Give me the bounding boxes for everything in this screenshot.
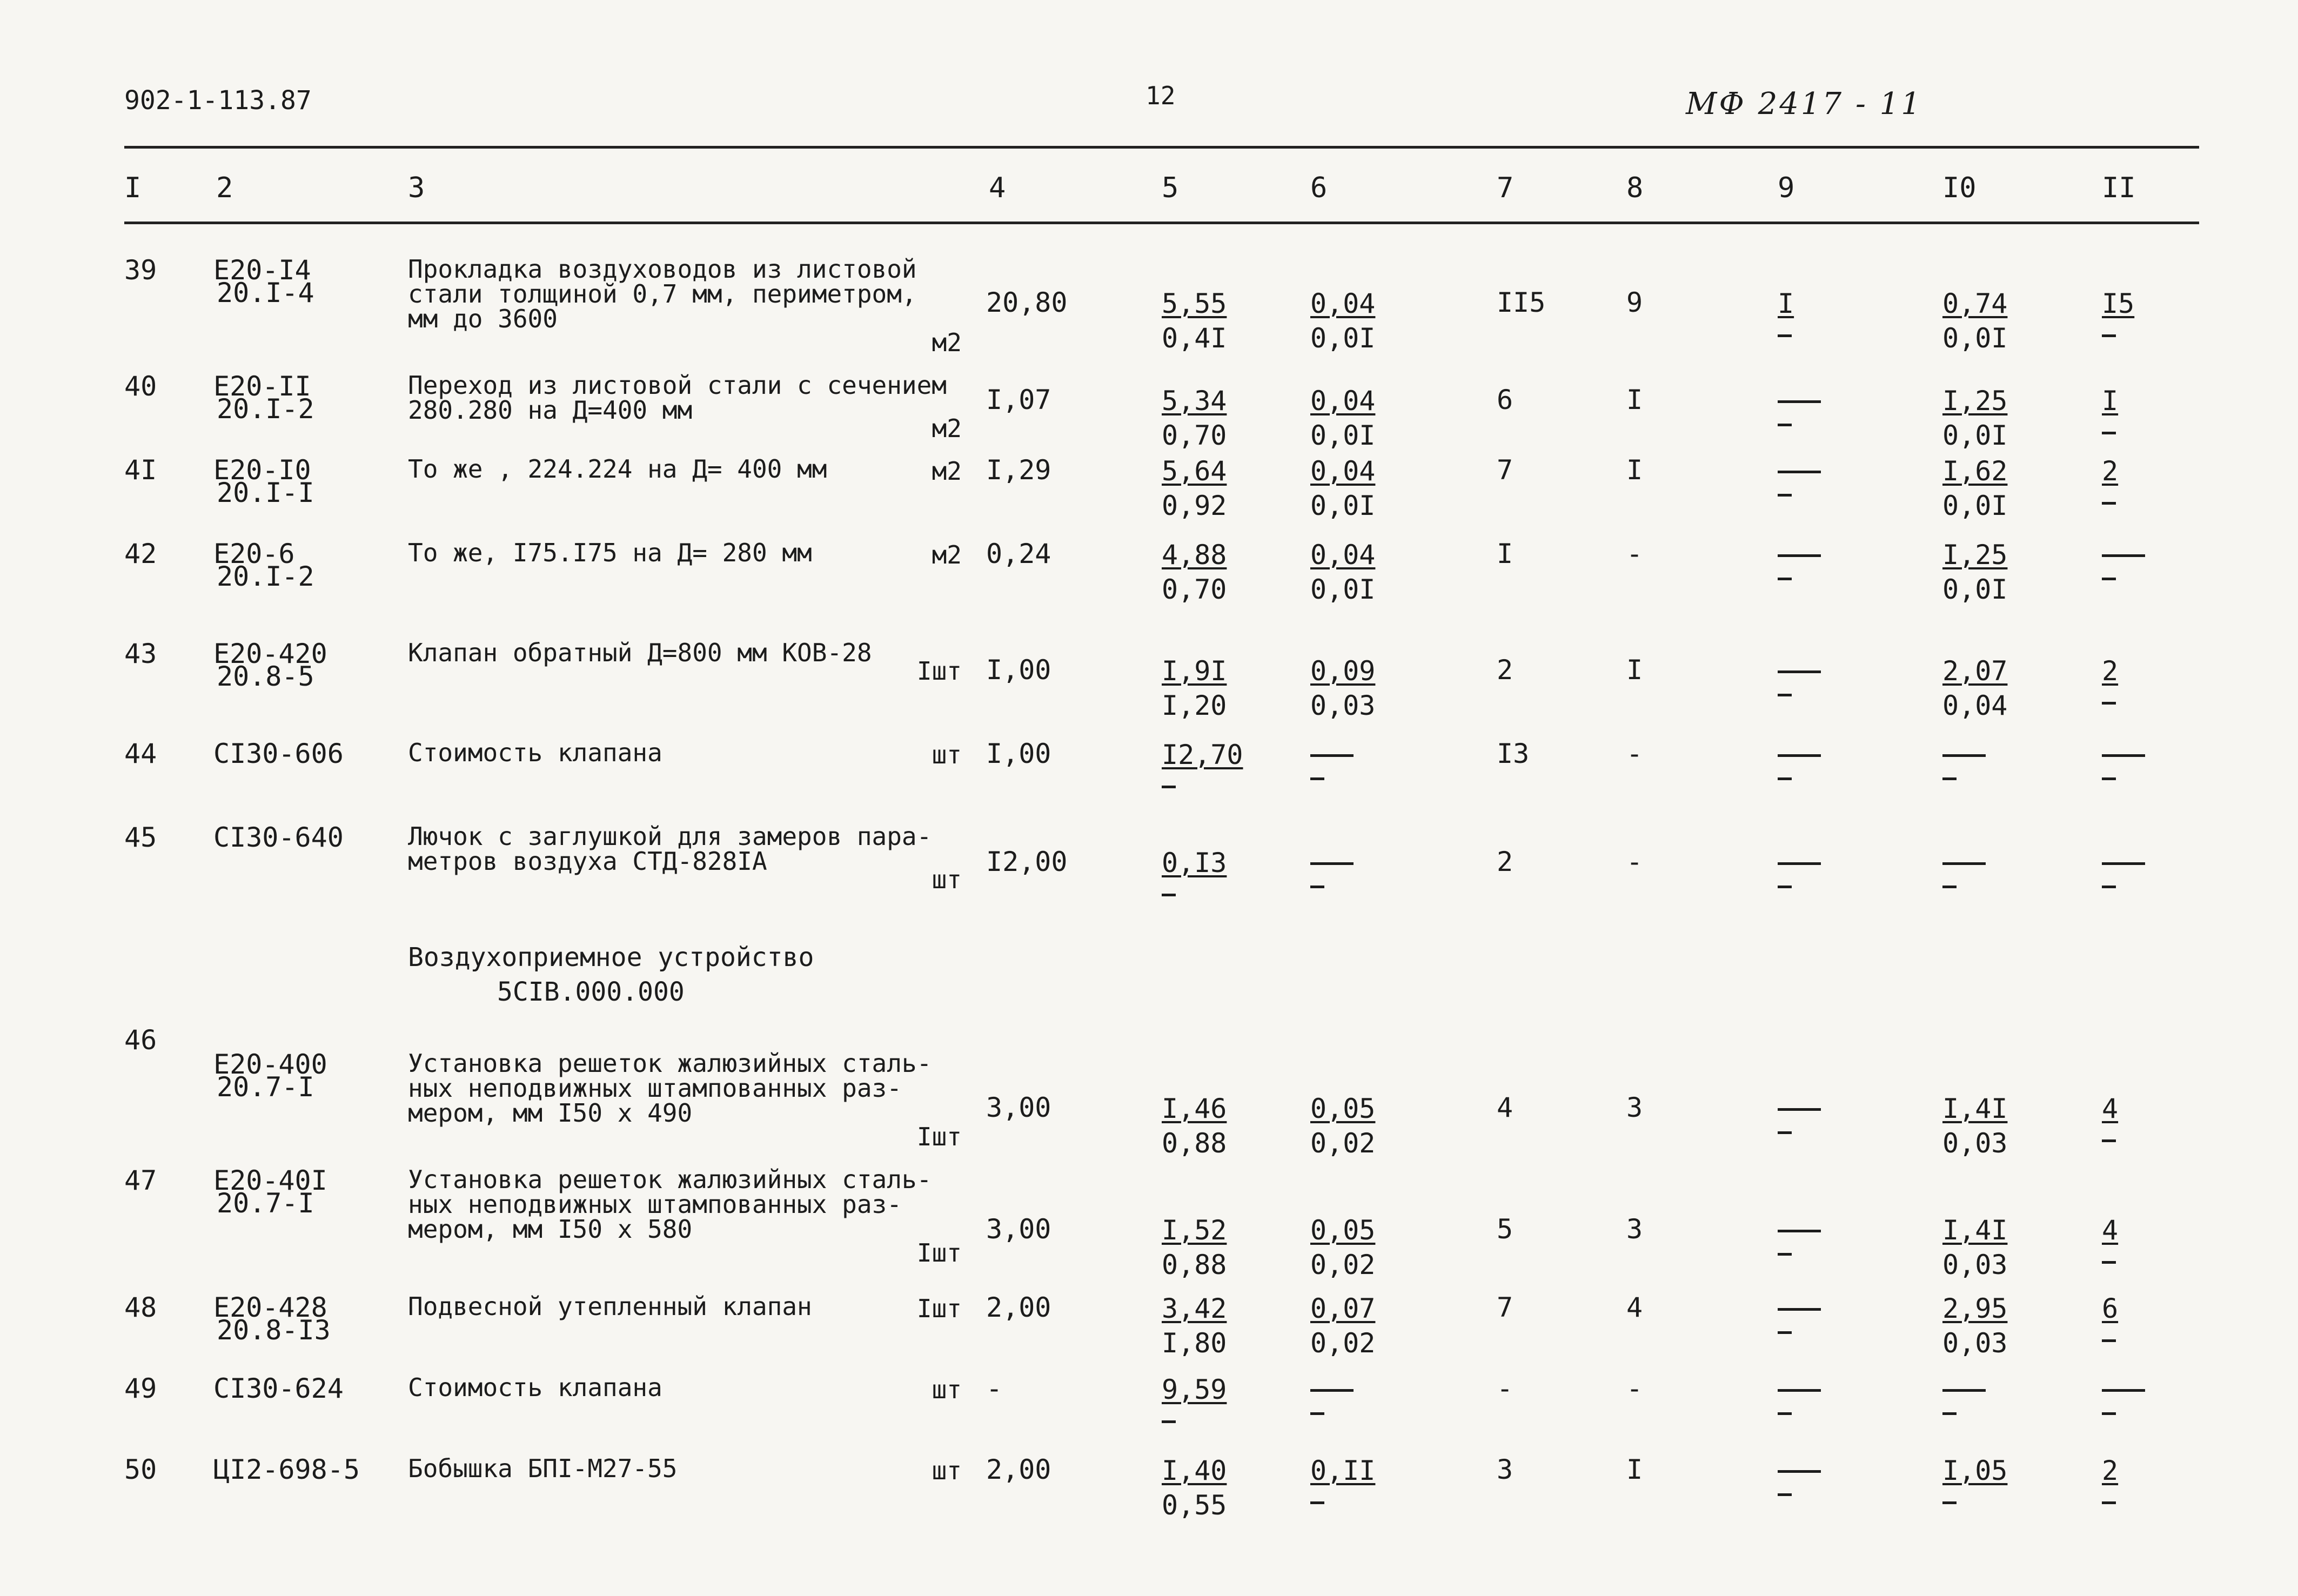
numerator: I	[2102, 385, 2119, 417]
document-code: 902-1-113.87	[124, 85, 312, 116]
numerator: I,9I	[1162, 655, 1227, 687]
value-c7: 7	[1497, 1292, 1513, 1323]
top-rule	[124, 146, 2199, 149]
dash-mark	[1778, 424, 1792, 426]
work-description: Лючок с заглушкой для замеров пара-	[408, 822, 932, 851]
unit-of-measure: шт	[932, 865, 962, 894]
dash-mark	[1778, 471, 1821, 473]
numerator: 5,34	[1162, 385, 1227, 417]
price-code: CI30-640	[213, 822, 344, 853]
dash-mark	[1310, 862, 1354, 865]
work-description: метров воздуха СТД-828IA	[408, 847, 767, 876]
value-c5	[1162, 289, 1227, 353]
empty-value-c11	[2102, 540, 2145, 580]
denominator	[1162, 1420, 1176, 1423]
dash-mark	[1942, 1412, 1957, 1415]
row-number: 45	[124, 822, 157, 853]
value-c11	[2102, 656, 2118, 705]
numerator: 0,04	[1310, 385, 1376, 417]
unit-of-measure: шт	[932, 1375, 962, 1404]
numerator: 0,05	[1310, 1093, 1376, 1124]
denominator	[2102, 334, 2116, 337]
value-c9	[1778, 289, 1794, 337]
price-code: E20-40I	[213, 1165, 327, 1196]
column-number-7: 7	[1497, 172, 1514, 204]
value-c6	[1310, 457, 1375, 520]
value-c8: -	[1626, 738, 1643, 769]
value-c5	[1162, 457, 1227, 520]
price-code-sub: 20.8-5	[217, 661, 314, 692]
value-c11	[2102, 386, 2118, 434]
price-code: E20-6	[213, 538, 295, 569]
denominator: 0,0I	[1310, 574, 1376, 605]
value-c5	[1162, 540, 1227, 604]
value-c5	[1162, 1294, 1227, 1358]
value-c6	[1310, 386, 1375, 450]
empty-value-c10	[1942, 740, 1986, 780]
quantity: I2,00	[986, 846, 1068, 877]
denominator: 0,70	[1162, 420, 1227, 451]
denominator	[2102, 1139, 2116, 1142]
value-c11	[2102, 1294, 2118, 1342]
dash-mark	[1310, 754, 1354, 757]
numerator: I,4I	[1942, 1215, 2008, 1246]
row-number: 47	[124, 1165, 157, 1196]
dash-mark	[1778, 494, 1792, 497]
numerator: I5	[2102, 288, 2135, 319]
unit-of-measure: м2	[932, 414, 962, 443]
quantity: 2,00	[986, 1454, 1051, 1485]
numerator: 0,I3	[1162, 847, 1227, 879]
denominator: 0,03	[1942, 1249, 2008, 1280]
dash-mark	[1778, 754, 1821, 757]
sheet-reference: МФ 2417 - 11	[1686, 86, 1922, 122]
value-c5	[1162, 848, 1227, 896]
value-c6	[1310, 1094, 1375, 1158]
column-number-5: 5	[1162, 172, 1179, 204]
value-c8: I	[1626, 654, 1643, 686]
dash-mark	[1778, 1470, 1821, 1473]
dash-mark	[1310, 777, 1324, 780]
value-c11	[2102, 457, 2118, 505]
value-c7: 6	[1497, 384, 1513, 415]
empty-value-c9	[1778, 1294, 1821, 1334]
dash-mark	[1778, 1108, 1821, 1111]
empty-value-c9	[1778, 656, 1821, 696]
work-description: мером, мм I50 x 490	[408, 1098, 693, 1128]
empty-value-c11	[2102, 1375, 2145, 1415]
value-c7: 3	[1497, 1454, 1513, 1485]
value-c6	[1310, 1216, 1375, 1279]
empty-value-c11	[2102, 740, 2145, 780]
unit-of-measure: м2	[932, 457, 962, 486]
denominator	[1310, 1501, 1324, 1504]
row-number: 43	[124, 638, 157, 669]
denominator	[2102, 432, 2116, 434]
denominator	[2102, 1261, 2116, 1264]
price-code-sub: 20.I-2	[217, 393, 314, 425]
empty-value-c11	[2102, 848, 2145, 888]
price-code-sub: 20.7-I	[217, 1188, 314, 1219]
empty-value-c6	[1310, 740, 1354, 780]
row-number: 4I	[124, 454, 157, 486]
numerator: 2	[2102, 655, 2119, 687]
work-description: То же, I75.I75 на Д= 280 мм	[408, 538, 812, 567]
value-c6	[1310, 540, 1375, 604]
numerator: 6	[2102, 1293, 2119, 1324]
section-code: 5CIB.000.000	[497, 977, 685, 1007]
numerator: I,62	[1942, 455, 2008, 487]
value-c5	[1162, 1216, 1227, 1279]
numerator: 0,05	[1310, 1215, 1376, 1246]
column-number-2: 2	[216, 172, 233, 204]
value-c8: 4	[1626, 1292, 1643, 1323]
denominator	[2102, 1339, 2116, 1342]
dash-mark	[1942, 754, 1986, 757]
numerator: 4,88	[1162, 539, 1227, 571]
value-c7: I3	[1497, 738, 1530, 769]
section-heading	[408, 940, 814, 1009]
work-description: Подвесной утепленный клапан	[408, 1292, 812, 1321]
dash-mark	[1942, 862, 1986, 865]
numerator: 4	[2102, 1093, 2119, 1124]
dash-mark	[1778, 1131, 1792, 1134]
denominator: 0,03	[1942, 1327, 2008, 1359]
row-number: 39	[124, 254, 157, 286]
work-description: 280.280 на Д=400 мм	[408, 395, 693, 425]
price-code: E20-II	[213, 371, 311, 402]
numerator: 0,II	[1310, 1455, 1376, 1486]
dash-mark	[1778, 578, 1792, 580]
value-c5	[1162, 740, 1243, 788]
value-c6	[1310, 1456, 1375, 1504]
denominator	[2102, 1501, 2116, 1504]
value-c10	[1942, 1294, 2007, 1358]
denominator: 0,92	[1162, 490, 1227, 521]
value-c10	[1942, 457, 2007, 520]
quantity: I,07	[986, 384, 1051, 415]
value-c11	[2102, 1094, 2118, 1142]
price-code: E20-I0	[213, 454, 311, 486]
row-number: 48	[124, 1292, 157, 1323]
denominator: 0,0I	[1310, 490, 1376, 521]
numerator: I,25	[1942, 539, 2008, 571]
price-code: E20-400	[213, 1049, 327, 1080]
numerator: 2	[2102, 455, 2119, 487]
denominator: 0,04	[1942, 690, 2008, 721]
work-description: Прокладка воздуховодов из листовой	[408, 254, 917, 284]
row-number: 40	[124, 371, 157, 402]
work-description: стали толщиной 0,7 мм, периметром,	[408, 279, 917, 309]
empty-value-c9	[1778, 1375, 1821, 1415]
value-c5	[1162, 1456, 1227, 1520]
column-number-3: 3	[408, 172, 425, 204]
dash-mark	[1778, 1493, 1792, 1496]
value-c7: I	[1497, 538, 1513, 569]
numerator: 5,64	[1162, 455, 1227, 487]
empty-value-c10	[1942, 1375, 1986, 1415]
value-c10	[1942, 540, 2007, 604]
unit-of-measure: шт	[932, 740, 962, 769]
dash-mark	[1778, 1389, 1821, 1392]
dash-mark	[1778, 1253, 1792, 1256]
dash-mark	[1778, 1230, 1821, 1232]
empty-value-c9	[1778, 386, 1821, 426]
unit-of-measure: Iшт	[916, 1122, 962, 1151]
work-description: Бобышка БПI-М27-55	[408, 1454, 678, 1483]
quantity: 3,00	[986, 1213, 1051, 1245]
section-title: Воздухоприемное устройство	[408, 942, 814, 973]
column-number-8: 8	[1626, 172, 1644, 204]
value-c7: -	[1497, 1373, 1513, 1404]
value-c10	[1942, 656, 2007, 720]
work-description: ных неподвижных штампованных раз-	[408, 1074, 902, 1103]
work-description: Клапан обратный Д=800 мм КОВ-28	[408, 638, 872, 667]
empty-value-c9	[1778, 740, 1821, 780]
value-c6	[1310, 1294, 1375, 1358]
work-description: мером, мм I50 x 580	[408, 1215, 693, 1244]
column-number-11: II	[2102, 172, 2136, 204]
quantity: I,00	[986, 654, 1051, 686]
price-code: E20-420	[213, 638, 327, 669]
row-number: 42	[124, 538, 157, 569]
empty-value-c6	[1310, 848, 1354, 888]
value-c7: 2	[1497, 654, 1513, 686]
denominator: 0,02	[1310, 1128, 1376, 1159]
empty-value-c10	[1942, 848, 1986, 888]
denominator	[1162, 786, 1176, 788]
denominator: I,20	[1162, 690, 1227, 721]
value-c5	[1162, 656, 1227, 720]
value-c5	[1162, 1375, 1227, 1423]
denominator: I,80	[1162, 1327, 1227, 1359]
denominator: 0,0I	[1310, 420, 1376, 451]
numerator: I,25	[1942, 385, 2008, 417]
denominator: 0,02	[1310, 1249, 1376, 1280]
numerator: 0,04	[1310, 455, 1376, 487]
price-code: CI30-624	[213, 1373, 344, 1404]
dash-mark	[1310, 1412, 1324, 1415]
quantity: 2,00	[986, 1292, 1051, 1323]
row-number: 46	[124, 1024, 157, 1056]
column-number-6: 6	[1310, 172, 1328, 204]
dash-mark	[2102, 754, 2145, 757]
quantity: I,00	[986, 738, 1051, 769]
value-c8: 3	[1626, 1213, 1643, 1245]
denominator: 0,4I	[1162, 323, 1227, 354]
dash-mark	[1778, 1331, 1792, 1334]
denominator: 0,0I	[1310, 323, 1376, 354]
work-description: Стоимость клапана	[408, 738, 662, 767]
denominator: 0,0I	[1942, 574, 2008, 605]
numerator: I,4I	[1942, 1093, 2008, 1124]
denominator	[1162, 894, 1176, 896]
dash-mark	[2102, 862, 2145, 865]
dash-mark	[1942, 886, 1957, 888]
dash-mark	[2102, 578, 2116, 580]
denominator: 0,55	[1162, 1490, 1227, 1521]
value-c10	[1942, 1094, 2007, 1158]
value-c8: I	[1626, 1454, 1643, 1485]
dash-mark	[1778, 1308, 1821, 1311]
work-description: мм до 3600	[408, 304, 558, 333]
price-code-sub: 20.I-I	[217, 477, 314, 508]
numerator: 5,55	[1162, 288, 1227, 319]
value-c8: I	[1626, 384, 1643, 415]
numerator: I	[1778, 288, 1794, 319]
dash-mark	[1778, 554, 1821, 557]
value-c8: 3	[1626, 1092, 1643, 1123]
denominator	[1942, 1501, 1957, 1504]
value-c7: 4	[1497, 1092, 1513, 1123]
dash-mark	[1778, 886, 1792, 888]
dash-mark	[1778, 694, 1792, 696]
numerator: 2,07	[1942, 655, 2008, 687]
row-number: 49	[124, 1373, 157, 1404]
numerator: 0,74	[1942, 288, 2008, 319]
unit-of-measure: м2	[932, 328, 962, 357]
price-code-sub: 20.7-I	[217, 1071, 314, 1103]
unit-of-measure: Iшт	[916, 1294, 962, 1323]
value-c11	[2102, 289, 2134, 337]
numerator: 0,07	[1310, 1293, 1376, 1324]
value-c7: 5	[1497, 1213, 1513, 1245]
denominator: 0,0I	[1942, 420, 2008, 451]
unit-of-measure: м2	[932, 540, 962, 569]
numerator: I2,70	[1162, 739, 1243, 770]
numerator: 2	[2102, 1455, 2119, 1486]
value-c10	[1942, 386, 2007, 450]
price-code: CI30-606	[213, 738, 344, 769]
value-c8: 9	[1626, 287, 1643, 318]
dash-mark	[1778, 670, 1821, 673]
quantity: 20,80	[986, 287, 1068, 318]
value-c5	[1162, 386, 1227, 450]
empty-value-c9	[1778, 1456, 1821, 1496]
dash-mark	[1942, 777, 1957, 780]
price-code-sub: 20.I-4	[217, 277, 314, 309]
column-number-9: 9	[1778, 172, 1795, 204]
denominator: 0,70	[1162, 574, 1227, 605]
column-number-1: I	[124, 172, 142, 204]
dash-mark	[1310, 886, 1324, 888]
numerator: 0,04	[1310, 288, 1376, 319]
price-code-sub: 20.8-I3	[217, 1315, 331, 1346]
value-c7: 2	[1497, 846, 1513, 877]
empty-value-c6	[1310, 1375, 1354, 1415]
denominator: 0,88	[1162, 1249, 1227, 1280]
work-description: Переход из листовой стали с сечением	[408, 371, 947, 400]
empty-value-c9	[1778, 540, 1821, 580]
value-c5	[1162, 1094, 1227, 1158]
numerator: 9,59	[1162, 1374, 1227, 1405]
value-c6	[1310, 656, 1375, 720]
numerator: I,05	[1942, 1455, 2008, 1486]
denominator	[2102, 702, 2116, 705]
quantity: 0,24	[986, 538, 1051, 569]
numerator: 2,95	[1942, 1293, 2008, 1324]
column-number-4: 4	[989, 172, 1006, 204]
dash-mark	[2102, 1389, 2145, 1392]
price-code: E20-428	[213, 1292, 327, 1323]
numerator: 3,42	[1162, 1293, 1227, 1324]
page-number: 12	[1145, 81, 1176, 110]
dash-mark	[2102, 1412, 2116, 1415]
empty-value-c9	[1778, 1216, 1821, 1256]
numerator: 4	[2102, 1215, 2119, 1246]
denominator	[1778, 334, 1792, 337]
value-c8: -	[1626, 538, 1643, 569]
row-number: 50	[124, 1454, 157, 1485]
unit-of-measure: шт	[932, 1456, 962, 1485]
empty-value-c9	[1778, 848, 1821, 888]
quantity: I,29	[986, 454, 1051, 486]
value-c7: II5	[1497, 287, 1546, 318]
work-description: Установка решеток жалюзийных сталь-	[408, 1049, 932, 1078]
quantity: 3,00	[986, 1092, 1051, 1123]
value-c8: -	[1626, 1373, 1643, 1404]
denominator: 0,03	[1942, 1128, 2008, 1159]
denominator	[2102, 502, 2116, 505]
numerator: I,52	[1162, 1215, 1227, 1246]
denominator: 0,03	[1310, 690, 1376, 721]
numerator: 0,09	[1310, 655, 1376, 687]
numerator: I,40	[1162, 1455, 1227, 1486]
dash-mark	[1778, 777, 1792, 780]
value-c6	[1310, 289, 1375, 353]
dash-mark	[1778, 862, 1821, 865]
value-c7: 7	[1497, 454, 1513, 486]
numerator: I,46	[1162, 1093, 1227, 1124]
denominator: 0,88	[1162, 1128, 1227, 1159]
dash-mark	[1778, 400, 1821, 403]
value-c10	[1942, 1216, 2007, 1279]
numerator: 0,04	[1310, 539, 1376, 571]
price-code: ЦI2-698-5	[213, 1454, 360, 1485]
dash-mark	[2102, 777, 2116, 780]
value-c8: I	[1626, 454, 1643, 486]
value-c10	[1942, 1456, 2007, 1504]
dash-mark	[2102, 554, 2145, 557]
quantity: -	[986, 1373, 1003, 1404]
work-description: ных неподвижных штампованных раз-	[408, 1190, 902, 1219]
unit-of-measure: Iшт	[916, 1238, 962, 1268]
empty-value-c9	[1778, 457, 1821, 497]
denominator: 0,0I	[1942, 323, 2008, 354]
dash-mark	[1942, 1389, 1986, 1392]
unit-of-measure: Iшт	[916, 656, 962, 686]
work-description: Стоимость клапана	[408, 1373, 662, 1402]
denominator: 0,02	[1310, 1327, 1376, 1359]
header-bottom-rule	[124, 222, 2199, 224]
dash-mark	[2102, 886, 2116, 888]
price-code-sub: 20.I-2	[217, 561, 314, 592]
dash-mark	[1310, 1389, 1354, 1392]
value-c10	[1942, 289, 2007, 353]
denominator: 0,0I	[1942, 490, 2008, 521]
value-c8: -	[1626, 846, 1643, 877]
work-description: Установка решеток жалюзийных сталь-	[408, 1165, 932, 1194]
empty-value-c9	[1778, 1094, 1821, 1134]
work-description: То же , 224.224 на Д= 400 мм	[408, 454, 827, 484]
price-code: E20-I4	[213, 254, 311, 286]
value-c11	[2102, 1456, 2118, 1504]
row-number: 44	[124, 738, 157, 769]
column-number-10: I0	[1942, 172, 1977, 204]
dash-mark	[1778, 1412, 1792, 1415]
value-c11	[2102, 1216, 2118, 1264]
